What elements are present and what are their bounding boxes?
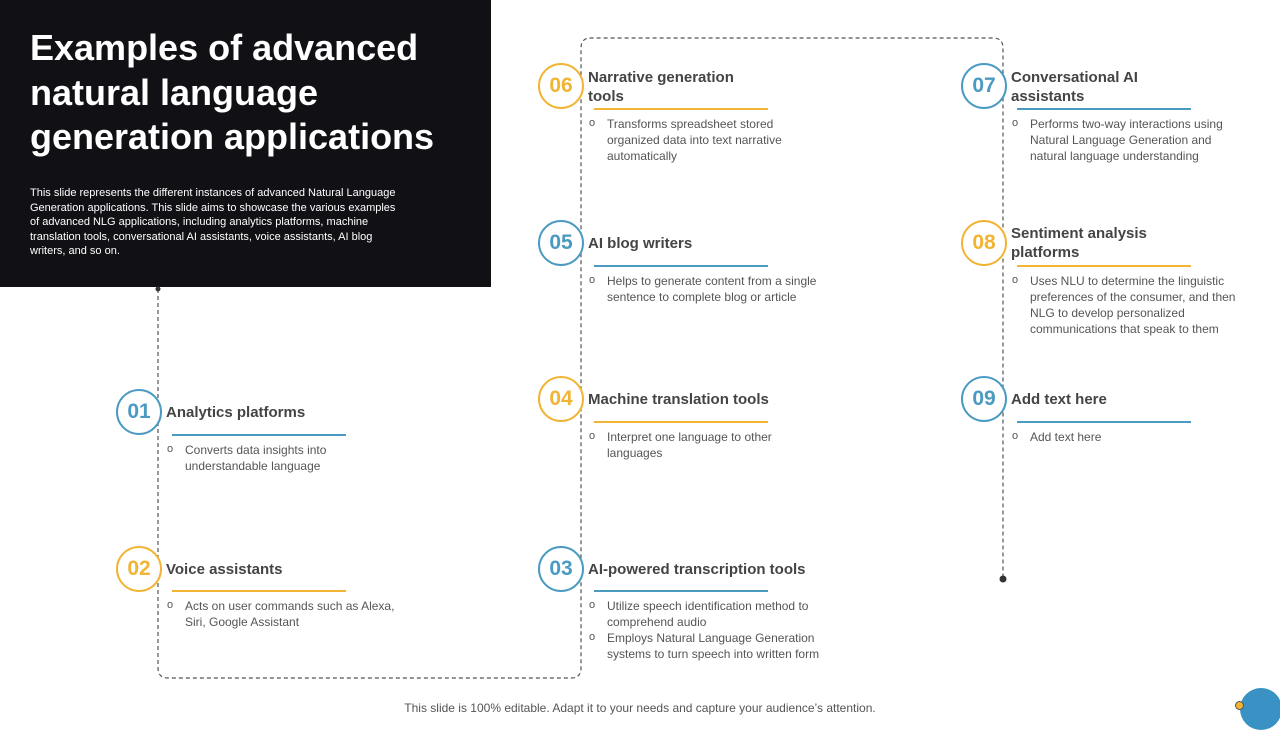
bullet-item: o Utilize speech identification method to comprehend audio bbox=[589, 598, 829, 630]
item-underline bbox=[594, 108, 768, 110]
item-conversational-ai-assistants bbox=[961, 63, 1251, 203]
slide-footer: This slide is 100% editable. Adapt it to your needs and capture your audience’s attention. bbox=[404, 701, 876, 715]
item-title: Sentiment analysis platforms bbox=[1011, 225, 1147, 261]
item-title: AI blog writers bbox=[588, 235, 693, 252]
item-bullets bbox=[1012, 429, 1252, 445]
item-underline bbox=[594, 265, 768, 267]
item-narrative-generation-tools bbox=[538, 63, 828, 203]
connector-end-dot bbox=[1000, 576, 1007, 583]
item-title: AI-powered transcription tools bbox=[588, 561, 806, 578]
title-panel bbox=[0, 0, 491, 287]
item-title: Add text here bbox=[1011, 391, 1107, 408]
item-underline bbox=[1017, 265, 1191, 267]
item-bullets bbox=[1012, 273, 1247, 337]
bullet-item: o Employs Natural Language Generation systems to turn speech into written form bbox=[589, 630, 829, 662]
item-bullets bbox=[589, 273, 829, 305]
item-ai-blog-writers bbox=[538, 220, 828, 360]
item-bullets bbox=[167, 598, 407, 630]
item-add-text-here bbox=[961, 376, 1251, 516]
item-underline bbox=[172, 590, 346, 592]
decorative-dot bbox=[1235, 701, 1244, 710]
number-badge: 06 bbox=[538, 63, 584, 109]
bullet-item: o Performs two-way interactions using Natural Language Generation and natural language understanding bbox=[1012, 116, 1237, 164]
number-badge: 07 bbox=[961, 63, 1007, 109]
item-underline bbox=[594, 590, 768, 592]
slide-description: This slide represents the different instances of advanced Natural Language Generation applications. This slide aims to showcase the various examples of advanced NLG applications, including analytics platforms, machine translation tools, conversational AI assistants, voice assistants, AI blog writers, and so on. bbox=[30, 187, 396, 257]
bullet-item: o Helps to generate content from a single sentence to complete blog or article bbox=[589, 273, 829, 305]
decorative-circle bbox=[1240, 688, 1280, 730]
item-underline bbox=[172, 434, 346, 436]
item-title: Voice assistants bbox=[166, 561, 283, 578]
item-title: Analytics platforms bbox=[166, 404, 306, 421]
item-bullets bbox=[589, 598, 829, 662]
item-voice-assistants bbox=[116, 546, 406, 686]
item-ai-transcription-tools bbox=[538, 546, 828, 686]
bullet-item: o Converts data insights into understandable language bbox=[167, 442, 407, 474]
item-underline bbox=[1017, 421, 1191, 423]
item-title: Narrative generation tools bbox=[588, 69, 734, 105]
item-machine-translation-tools bbox=[538, 376, 828, 516]
number-badge: 01 bbox=[116, 389, 162, 435]
item-sentiment-analysis-platforms bbox=[961, 220, 1251, 360]
item-underline bbox=[594, 421, 768, 423]
bullet-item: o Interpret one language to other languages bbox=[589, 429, 829, 461]
bullet-item: o Uses NLU to determine the linguistic preferences of the consumer, and then NLG to develop personalized communications that speak to them bbox=[1012, 273, 1247, 337]
item-bullets bbox=[589, 116, 804, 164]
slide-title: Examples of advanced natural language generation applications bbox=[30, 27, 435, 157]
bullet-item: o Acts on user commands such as Alexa, Siri, Google Assistant bbox=[167, 598, 407, 630]
item-title: Machine translation tools bbox=[588, 391, 769, 408]
bullet-item: o Add text here bbox=[1012, 429, 1252, 445]
item-bullets bbox=[167, 442, 407, 474]
number-badge: 02 bbox=[116, 546, 162, 592]
number-badge: 04 bbox=[538, 376, 584, 422]
item-bullets bbox=[1012, 116, 1237, 164]
item-title: Conversational AI assistants bbox=[1011, 69, 1138, 105]
connector-start-dot bbox=[156, 287, 161, 292]
item-analytics-platforms bbox=[116, 389, 406, 529]
number-badge: 03 bbox=[538, 546, 584, 592]
item-underline bbox=[1017, 108, 1191, 110]
number-badge: 05 bbox=[538, 220, 584, 266]
number-badge: 09 bbox=[961, 376, 1007, 422]
number-badge: 08 bbox=[961, 220, 1007, 266]
bullet-item: o Transforms spreadsheet stored organized data into text narrative automatically bbox=[589, 116, 804, 164]
item-bullets bbox=[589, 429, 829, 461]
